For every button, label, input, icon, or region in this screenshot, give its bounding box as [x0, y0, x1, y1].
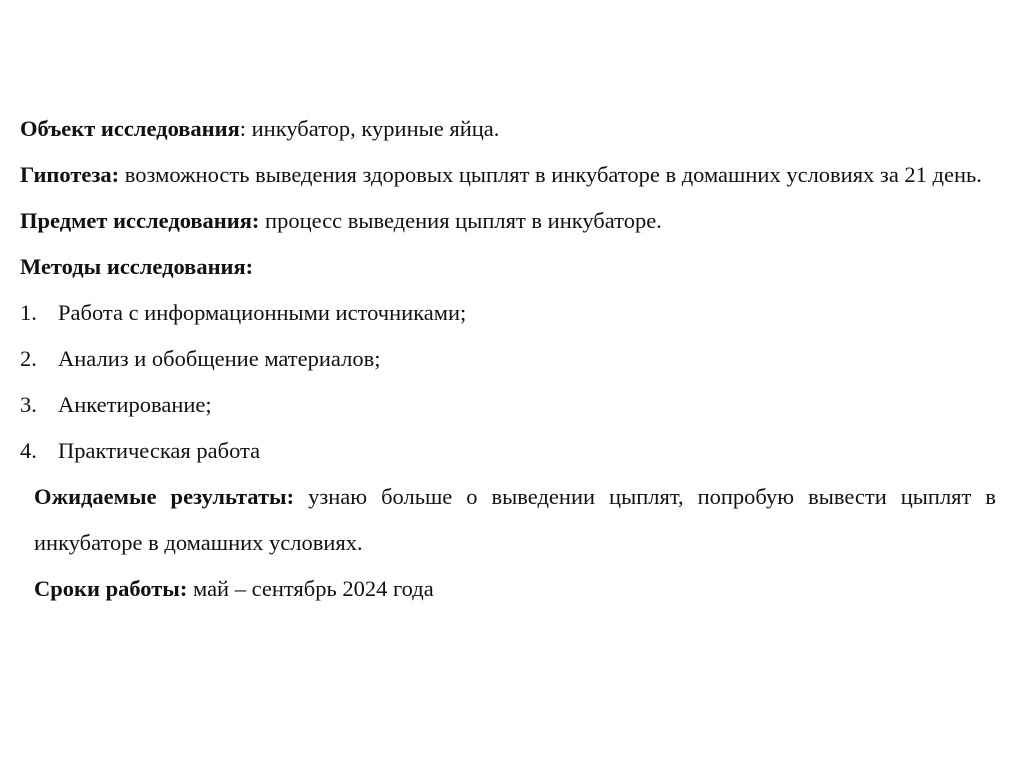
- list-item-number: 4.: [20, 438, 37, 463]
- research-subject: [20, 198, 996, 244]
- list-item-number: 2.: [20, 346, 37, 371]
- methods-list: [20, 290, 996, 474]
- work-timeline: [20, 566, 996, 612]
- expected-results-label: Ожидаемые результаты:: [34, 484, 295, 509]
- list-item-text: Практическая работа: [58, 438, 261, 463]
- list-item: [20, 428, 996, 474]
- list-item: [20, 290, 996, 336]
- research-object-text: : инкубатор, куриные яйца.: [239, 116, 500, 141]
- slide-content: [20, 106, 996, 612]
- hypothesis-text: возможность выведения здоровых цыплят в инкубаторе в домашних условиях за 21 день.: [119, 162, 982, 187]
- hypothesis-label: Гипотеза:: [20, 162, 120, 187]
- research-object: [20, 106, 996, 152]
- research-subject-label: Предмет исследования:: [20, 208, 260, 233]
- hypothesis: [20, 152, 996, 198]
- list-item-text: Анкетирование;: [58, 392, 212, 417]
- list-item-number: 3.: [20, 392, 37, 417]
- list-item: [20, 382, 996, 428]
- work-timeline-label: Сроки работы:: [34, 576, 188, 601]
- methods-heading: Методы исследования:: [20, 254, 254, 279]
- research-subject-text: процесс выведения цыплят в инкубаторе.: [259, 208, 662, 233]
- expected-results: [20, 474, 996, 566]
- list-item-text: Работа с информационными источниками;: [58, 300, 467, 325]
- work-timeline-text: май – сентябрь 2024 года: [187, 576, 434, 601]
- list-item-number: 1.: [20, 300, 37, 325]
- list-item-text: Анализ и обобщение материалов;: [58, 346, 381, 371]
- list-item: [20, 336, 996, 382]
- expected-results-text: узнаю больше о выведении цыплят, попробую вывести цыплят в инкубаторе в домашних условиях.: [34, 484, 996, 555]
- research-object-label: Объект исследования: [20, 116, 240, 141]
